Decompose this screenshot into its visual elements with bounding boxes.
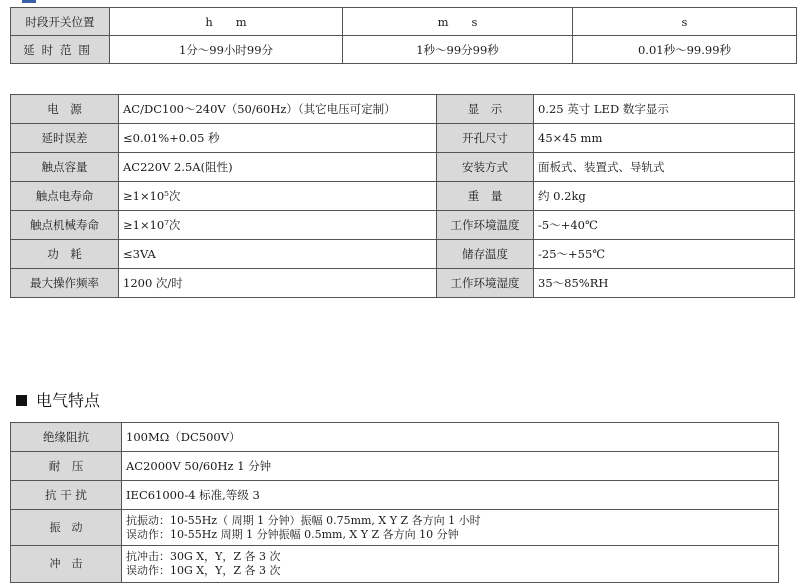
table-row bbox=[11, 269, 795, 298]
table-row bbox=[11, 452, 779, 481]
spec-label: 储存温度 bbox=[437, 240, 534, 269]
electrical-label: 冲 击 bbox=[11, 546, 122, 583]
table-row bbox=[11, 153, 795, 182]
spec-table bbox=[10, 94, 795, 298]
table-row bbox=[11, 481, 779, 510]
spec-label: 功 耗 bbox=[11, 240, 119, 269]
table-row bbox=[11, 423, 779, 452]
table-row bbox=[11, 546, 779, 583]
table-row bbox=[11, 95, 795, 124]
table-row bbox=[11, 211, 795, 240]
spec-value: -5～+40℃ bbox=[534, 211, 795, 240]
electrical-value bbox=[122, 546, 779, 583]
electrical-label: 振 动 bbox=[11, 510, 122, 546]
spec-label: 工作环境温度 bbox=[437, 211, 534, 240]
position-hm: h m bbox=[110, 8, 343, 36]
spec-value: 约 0.2kg bbox=[534, 182, 795, 211]
spec-label: 触点电寿命 bbox=[11, 182, 119, 211]
spec-value: AC220V 2.5A(阻性) bbox=[119, 153, 437, 182]
delay-range-s: 0.01秒～99.99秒 bbox=[573, 36, 797, 64]
spec-value: AC/DC100～240V（50/60Hz）（其它电压可定制） bbox=[119, 95, 437, 124]
spec-label: 触点容量 bbox=[11, 153, 119, 182]
header-accent-bar bbox=[22, 0, 36, 3]
spec-value: ≤3VA bbox=[119, 240, 437, 269]
spec-label: 显 示 bbox=[437, 95, 534, 124]
table-row bbox=[11, 182, 795, 211]
spec-value: 1200 次/时 bbox=[119, 269, 437, 298]
spec-value: ≥1×10⁷次 bbox=[119, 211, 437, 240]
spec-label: 延时误差 bbox=[11, 124, 119, 153]
spec-value: ≤0.01%+0.05 秒 bbox=[119, 124, 437, 153]
table-row bbox=[11, 510, 779, 546]
switch-position-label: 时段开关位置 bbox=[11, 8, 110, 36]
square-bullet-icon bbox=[16, 395, 27, 406]
spec-value: 35～85%RH bbox=[534, 269, 795, 298]
spec-label: 安装方式 bbox=[437, 153, 534, 182]
spec-label: 开孔尺寸 bbox=[437, 124, 534, 153]
table-row bbox=[11, 8, 797, 36]
spec-value: ≥1×10⁵次 bbox=[119, 182, 437, 211]
shock-resistance-text: 抗冲击：30G X，Y，Z 各 3 次 bbox=[126, 550, 281, 563]
position-s: s bbox=[573, 8, 797, 36]
spec-value: 45×45 mm bbox=[534, 124, 795, 153]
electrical-table bbox=[10, 422, 779, 583]
electrical-value: IEC61000-4 标准,等级 3 bbox=[122, 481, 779, 510]
table-row bbox=[11, 240, 795, 269]
table-row bbox=[11, 124, 795, 153]
section-heading-text: 电气特点 bbox=[36, 391, 101, 410]
vibration-resistance-text: 抗振动：10-55Hz（ 周期 1 分钟）振幅 0.75mm, X Y Z 各方向 1 小时 bbox=[126, 513, 481, 527]
timing-range-table bbox=[10, 7, 797, 64]
spec-value: -25～+55℃ bbox=[534, 240, 795, 269]
electrical-label: 耐 压 bbox=[11, 452, 122, 481]
spec-label: 重 量 bbox=[437, 182, 534, 211]
vibration-malfunction-text: 误动作：10-55Hz 周期 1 分钟振幅 0.5mm, X Y Z 各方向 10 分钟 bbox=[126, 527, 459, 541]
spec-label: 触点机械寿命 bbox=[11, 211, 119, 240]
delay-range-label: 延时范围 bbox=[11, 36, 110, 64]
spec-label: 工作环境湿度 bbox=[437, 269, 534, 298]
spec-label: 最大操作频率 bbox=[11, 269, 119, 298]
shock-malfunction-text: 误动作：10G X，Y，Z 各 3 次 bbox=[126, 564, 281, 577]
delay-range-ms: 1秒～99分99秒 bbox=[343, 36, 573, 64]
electrical-value: 100MΩ（DC500V） bbox=[122, 423, 779, 452]
spec-label: 电 源 bbox=[11, 95, 119, 124]
electrical-label: 抗 干 扰 bbox=[11, 481, 122, 510]
table-row bbox=[11, 36, 797, 64]
electrical-value: AC2000V 50/60Hz 1 分钟 bbox=[122, 452, 779, 481]
electrical-label: 绝缘阻抗 bbox=[11, 423, 122, 452]
delay-range-hm: 1分～99小时99分 bbox=[110, 36, 343, 64]
section-heading bbox=[16, 388, 100, 411]
position-ms: m s bbox=[343, 8, 573, 36]
electrical-value bbox=[122, 510, 779, 546]
spec-value: 0.25 英寸 LED 数字显示 bbox=[534, 95, 795, 124]
spec-value: 面板式、装置式、导轨式 bbox=[534, 153, 795, 182]
